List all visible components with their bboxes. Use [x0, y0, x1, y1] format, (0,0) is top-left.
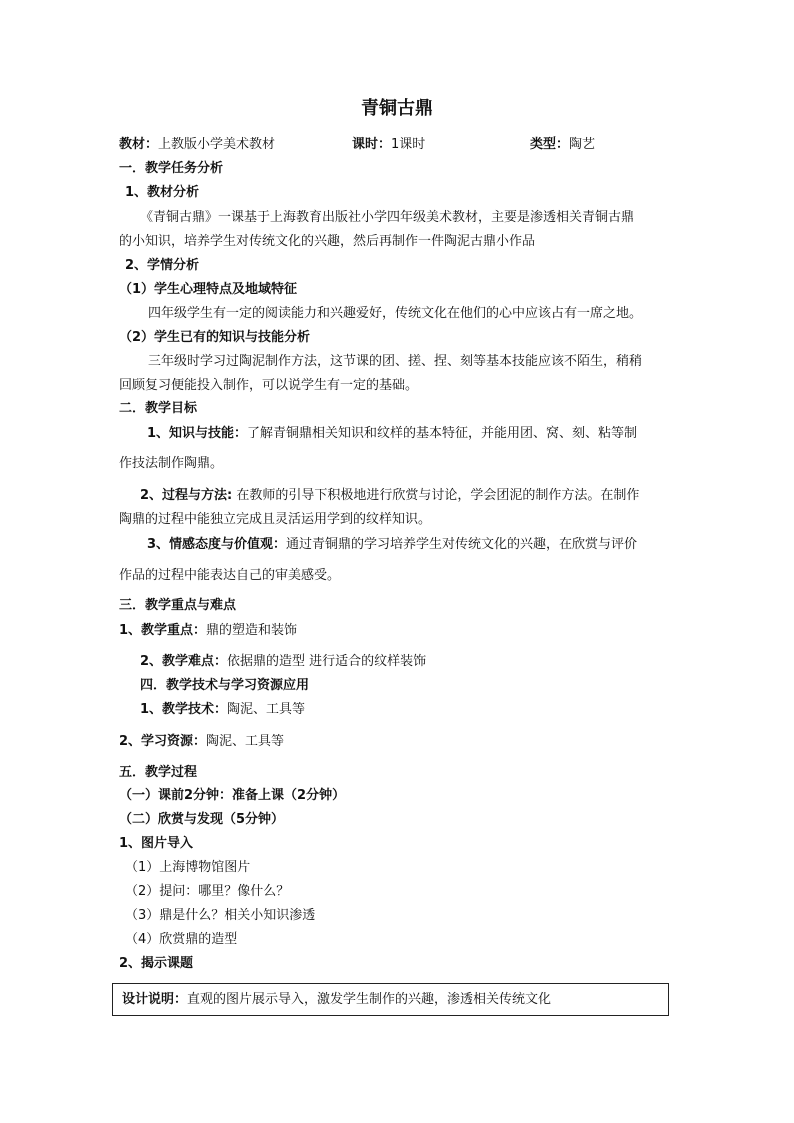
- goal-1-label: 1、知识与技能：: [147, 426, 248, 441]
- goal-2-label: 2、过程与方法:: [140, 488, 233, 503]
- type-value: 陶艺: [569, 137, 596, 152]
- section-1-para3-line1: 三年级时学习过陶泥制作方法，这节课的团、搓、捏、刻等基本技能应该不陌生，稍稍: [148, 354, 643, 369]
- process-item-4: （4）欣赏鼎的造型: [125, 932, 238, 947]
- section-1-sub2b: （2）学生已有的知识与技能分析: [119, 330, 311, 345]
- goal-3-line1: [147, 536, 637, 554]
- process-sub-2: 2、揭示课题: [119, 956, 194, 971]
- tech-2-label: 2、学习资源：: [119, 734, 207, 749]
- type-label: 类型：: [530, 137, 570, 152]
- goal-2-line2: 陶鼎的过程中能独立完成且灵活运用学到的纹样知识。: [119, 512, 432, 527]
- period-info: [352, 136, 425, 154]
- material-value: 上教版小学美术教材: [158, 137, 276, 152]
- section-1-sub2: 2、学情分析: [125, 258, 200, 273]
- goal-3-line2: 作品的过程中能表达自己的审美感受。: [119, 568, 341, 583]
- section-1-para2: 四年级学生有一定的阅读能力和兴趣爱好，传统文化在他们的心中应该占有一席之地。: [148, 306, 643, 321]
- goal-3-text: 通过青铜鼎的学习培养学生对传统文化的兴趣，在欣赏与评价: [286, 537, 638, 552]
- period-value: 1课时: [391, 137, 426, 152]
- tech-2-text: 陶泥、工具等: [206, 734, 285, 749]
- goal-1-text: 了解青铜鼎相关知识和纹样的基本特征，并能用团、窝、刻、粘等制: [247, 426, 638, 441]
- section-1-para1-line2: 的小知识，培养学生对传统文化的兴趣，然后再制作一件陶泥古鼎小作品: [119, 234, 536, 249]
- key-point-2: [140, 653, 426, 671]
- goal-1-line1: [147, 425, 637, 443]
- tech-1-text: 陶泥、工具等: [227, 702, 306, 717]
- process-item-1: （1）上海博物馆图片: [125, 860, 251, 875]
- key-point-1-text: 鼎的塑造和装饰: [206, 623, 298, 638]
- goal-3-label: 3、情感态度与价值观：: [147, 537, 287, 552]
- material-label: 教材：: [119, 137, 159, 152]
- process-step-1: （一）课前2分钟：准备上课（2分钟）: [119, 788, 346, 803]
- key-point-1-label: 1、教学重点：: [119, 623, 207, 638]
- process-item-3: （3）鼎是什么？相关小知识渗透: [125, 908, 316, 923]
- tech-1: [140, 701, 305, 719]
- material-info: [119, 136, 275, 154]
- key-point-2-text: 依据鼎的造型 进行适合的纹样装饰: [227, 654, 427, 669]
- process-step-2: （二）欣赏与发现（5分钟）: [119, 812, 285, 827]
- section-3-heading: 三．教学重点与难点: [119, 598, 237, 613]
- key-point-1: [119, 622, 297, 640]
- goal-2-text: 在教师的引导下积极地进行欣赏与讨论，学会团泥的制作方法。在制作: [232, 488, 640, 503]
- type-info: [530, 136, 595, 154]
- tech-1-label: 1、教学技术：: [140, 702, 228, 717]
- section-2-heading: 二．教学目标: [119, 401, 198, 416]
- process-item-2: （2）提问：哪里？像什么？: [125, 884, 290, 899]
- goal-2-line1: [140, 487, 639, 505]
- section-1-para3-line2: 回顾复习便能投入制作，可以说学生有一定的基础。: [119, 378, 419, 393]
- section-1-heading: 一．教学任务分析: [119, 161, 224, 176]
- design-note: [122, 991, 551, 1009]
- tech-2: [119, 733, 284, 751]
- section-1-sub1: 1、教材分析: [125, 185, 200, 200]
- section-1-para1-line1: 《青铜古鼎》一课基于上海教育出版社小学四年级美术教材，主要是渗透相关青铜古鼎: [140, 210, 635, 225]
- page-title: 青铜古鼎: [361, 98, 433, 119]
- design-note-box: [112, 983, 669, 1016]
- section-1-sub2a: （1）学生心理特点及地域特征: [119, 282, 298, 297]
- key-point-2-label: 2、教学难点：: [140, 654, 228, 669]
- process-sub-1: 1、图片导入: [119, 836, 194, 851]
- design-note-label: 设计说明：: [122, 992, 188, 1007]
- goal-1-line2: 作技法制作陶鼎。: [119, 456, 224, 471]
- section-4-heading: 四．教学技术与学习资源应用: [140, 678, 310, 693]
- section-5-heading: 五．教学过程: [119, 765, 198, 780]
- period-label: 课时：: [352, 137, 392, 152]
- design-note-text: 直观的图片展示导入，激发学生制作的兴趣，渗透相关传统文化: [187, 992, 552, 1007]
